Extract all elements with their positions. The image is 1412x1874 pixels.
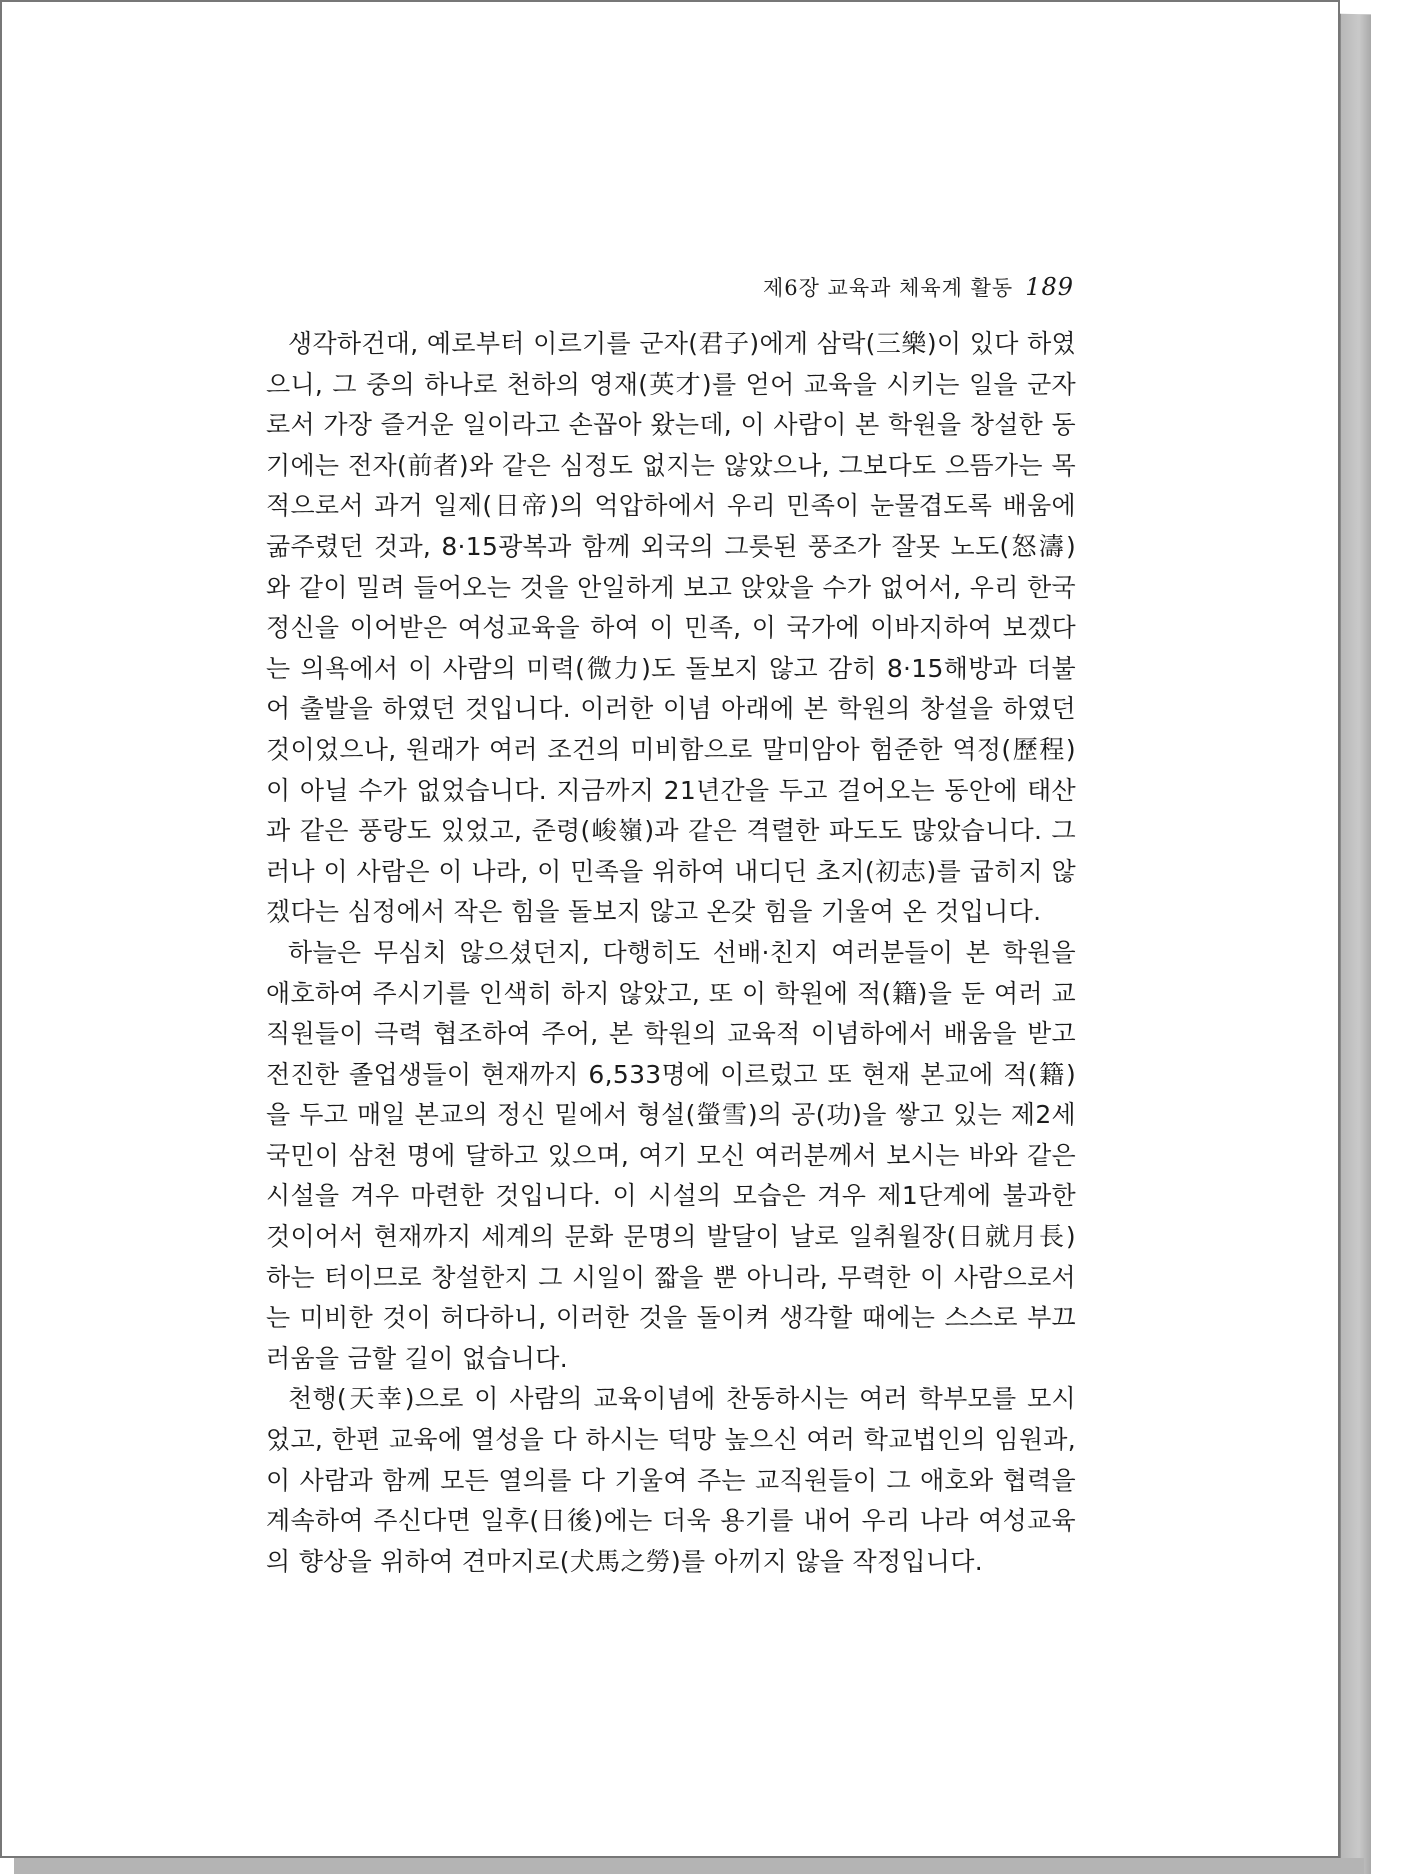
- chapter-title: 제6장 교육과 체육계 활동: [762, 276, 1014, 300]
- body-text: [266, 324, 1076, 1582]
- book-edge-bottom: [14, 1858, 1364, 1874]
- page-number: 189: [1025, 273, 1074, 301]
- book-edge-right: [1340, 14, 1371, 1874]
- running-head: [702, 272, 1074, 302]
- paragraph-1: 생각하건대, 예로부터 이르기를 군자(君子)에게 삼락(三樂)이 있다 하였으니, 그 중의 하나로 천하의 영재(英才)를 얻어 교육을 시키는 일을 군자로서 가장 즐거운 일이라고 손꼽아 왔는데, 이 사람이 본 학원을 창설한 동기에는 전자(前者)와 같은 심정도 없지는 않았으나, 그보다도 으뜸가는 목적으로서 과거 일제(日帝)의 억압하에서 우리 민족이 눈물겹도록 배움에 굶주렸던 것과, 8·15광복과 함께 외국의 그릇된 풍조가 잘못 노도(怒濤)와 같이 밀려 들어오는 것을 안일하게 보고 앉았을 수가 없어서, 우리 한국정신을 이어받은 여성교육을 하여 이 민족, 이 국가에 이바지하여 보겠다는 의욕에서 이 사람의 미력(微力)도 돌보지 않고 감히 8·15해방과 더불어 출발을 하였던 것입니다. 이러한 이념 아래에 본 학원의 창설을 하였던 것이었으나, 원래가 여러 조건의 미비함으로 말미암아 험준한 역정(歷程)이 아닐 수가 없었습니다. 지금까지 21년간을 두고 걸어오는 동안에 태산과 같은 풍랑도 있었고, 준령(峻嶺)과 같은 격렬한 파도도 많았습니다. 그러나 이 사람은 이 나라, 이 민족을 위하여 내디딘 초지(初志)를 굽히지 않겠다는 심정에서 작은 힘을 돌보지 않고 온갖 힘을 기울여 온 것입니다.: [266, 329, 1076, 927]
- paragraph-3: 천행(天幸)으로 이 사람의 교육이념에 찬동하시는 여러 학부모를 모시었고, 한편 교육에 열성을 다 하시는 덕망 높으신 여러 학교법인의 임원과, 이 사람과 함께 모든 열의를 다 기울여 주는 교직원들이 그 애호와 협력을 계속하여 주신다면 일후(日後)에는 더욱 용기를 내어 우리 나라 여성교육의 향상을 위하여 견마지로(犬馬之勞)를 아끼지 않을 작정입니다.: [266, 1384, 1076, 1576]
- paragraph-2: 하늘은 무심치 않으셨던지, 다행히도 선배·친지 여러분들이 본 학원을 애호하여 주시기를 인색히 하지 않았고, 또 이 학원에 적(籍)을 둔 여러 교직원들이 극력 협조하여 주어, 본 학원의 교육적 이념하에서 배움을 받고 전진한 졸업생들이 현재까지 6,533명에 이르렀고 또 현재 본교에 적(籍)을 두고 매일 본교의 정신 밑에서 형설(螢雪)의 공(功)을 쌓고 있는 제2세 국민이 삼천 명에 달하고 있으며, 여기 모신 여러분께서 보시는 바와 같은 시설을 겨우 마련한 것입니다. 이 시설의 모습은 겨우 제1단계에 불과한 것이어서 현재까지 세계의 문화 문명의 발달이 날로 일취월장(日就月長)하는 터이므로 창설한지 그 시일이 짧을 뿐 아니라, 무력한 이 사람으로서는 미비한 것이 허다하니, 이러한 것을 돌이켜 생각할 때에는 스스로 부끄러움을 금할 길이 없습니다.: [266, 937, 1076, 1373]
